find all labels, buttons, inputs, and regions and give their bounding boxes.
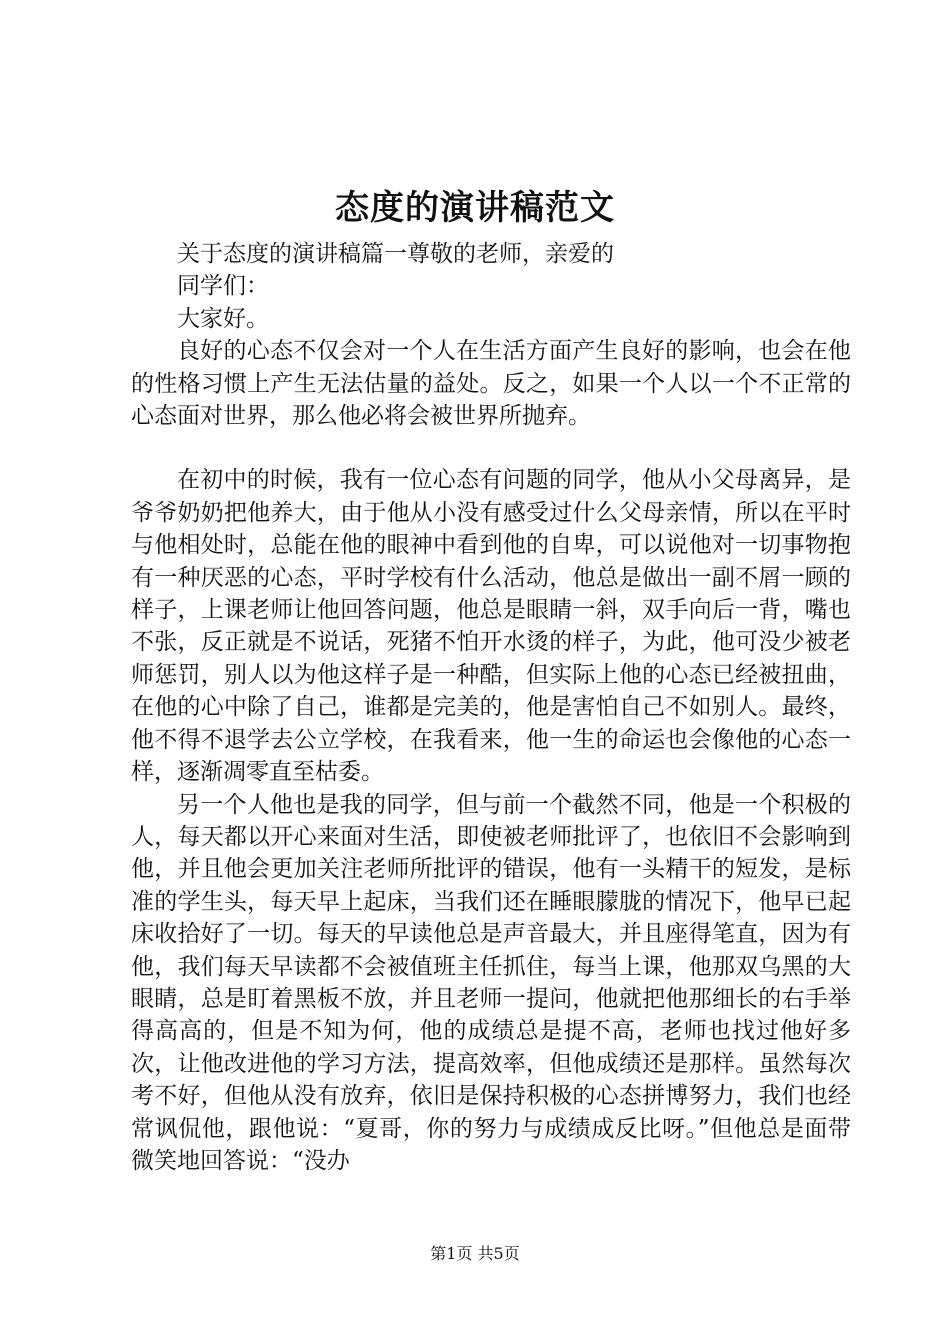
paragraph-first-classmate: 在初中的时候，我有一位心态有问题的同学，他从小父母离异，是爷爷奶奶把他养大，由于他从小没有感受过什么父母亲情，所以在平时与他相处时，总能在他的眼神中看到他的自卑，可以说他对一切事物抱有一种厌恶的心态，平时学校有什么活动，他总是做出一副不屑一顾的样子，上课老师让他回答问题，他总是眼睛一斜，双手向后一背，嘴也不张，反正就是不说话，死猪不怕开水烫的样子，为此，他可没少被老师惩罚，别人以为他这样子是一种酷，但实际上他的心态已经被扭曲，在他的心中除了自己，谁都是完美的，他是害怕自己不如别人。最终，他不得不退学去公立学校，在我看来，他一生的命运也会像他的心态一样，逐渐凋零直至枯委。 [131, 467, 851, 786]
document-title: 态度的演讲稿范文 [335, 188, 615, 228]
paragraph-salutation: 同学们： [177, 273, 269, 300]
page-number-footer: 第1页 共5页 [430, 1244, 520, 1263]
paragraph-greeting: 大家好。 [177, 305, 269, 332]
paragraph-thesis: 良好的心态不仅会对一个人在生活方面产生良好的影响，也会在他的性格习惯上产生无法估量的益处。反之，如果一个人以一个不正常的心态面对世界，那么他必将会被世界所抛弃。 [131, 338, 851, 430]
document-body [131, 238, 851, 1177]
paragraph-intro: 关于态度的演讲稿篇一尊敬的老师，亲爱的 [177, 241, 614, 267]
paragraph-second-classmate: 另一个人他也是我的同学，但与前一个截然不同，他是一个积极的人，每天都以开心来面对生活，即使被老师批评了，也依旧不会影响到他，并且他会更加关注老师所批评的错误，他有一头精干的短发，是标准的学生头，每天早上起床，当我们还在睡眼朦胧的情况下，他早已起床收拾好了一切。每天的早读他总是声音最大，并且座得笔直，因为有他，我们每天早读都不会被值班主任抓住，每当上课，他那双乌黑的大眼睛，总是盯着黑板不放，并且老师一提问，他就把他那细长的右手举得高高的，但是不知为何，他的成绩总是提不高，老师也找过他好多次，让他改进他的学习方法，提高效率，但他成绩还是那样。虽然每次考不好，但他从没有放弃，依旧是保持积极的心态拼博努力，我们也经常讽侃他，跟他说：“夏哥，你的努力与成绩成反比呀。”但他总是面带微笑地回答说：“没办 [131, 791, 851, 1174]
